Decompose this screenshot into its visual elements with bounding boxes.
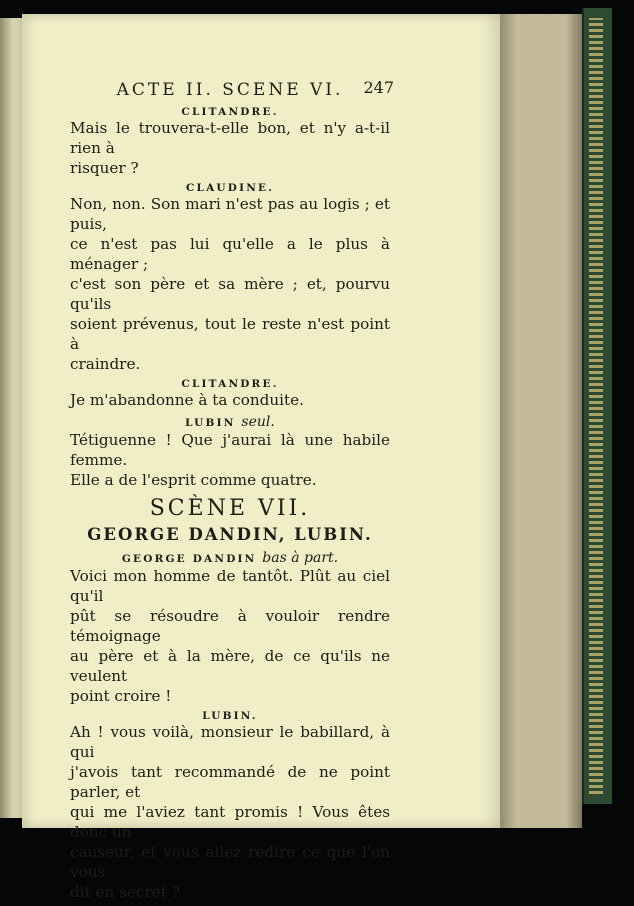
speech-line: Elle a de l'esprit comme quatre. — [70, 471, 317, 489]
speech-line: au père et à la mère, de ce qu'ils ne veulent — [70, 647, 390, 685]
previous-page-edge — [0, 18, 23, 818]
scene-title: SCÈNE VII. — [149, 496, 311, 521]
speech — [70, 414, 390, 490]
speech — [70, 106, 390, 178]
speaker-name: CLITANDRE. — [181, 106, 279, 118]
speaker-name: LUBIN. — [202, 710, 258, 722]
running-head — [70, 78, 394, 106]
speech-line: Mais le trouvera-t-elle bon, et n'y a-t-il rien à — [70, 119, 390, 157]
speech-line: Je m'abandonne à ta conduite. — [70, 391, 304, 409]
speech-line: j'avois tant recommandé de ne point parler, et — [70, 763, 390, 801]
speech-line: dit en secret ? — [70, 883, 180, 901]
book-cover-edge — [582, 8, 612, 804]
speech — [70, 378, 390, 410]
speech-line: ce n'est pas lui qu'elle a le plus à ménager ; — [70, 235, 390, 273]
speech — [70, 710, 390, 902]
page-number: 247 — [363, 78, 394, 97]
speaker-name: CLITANDRE. — [181, 378, 279, 390]
speech-line: Tétiguenne ! Que j'aurai là une habile femme. — [70, 431, 390, 469]
speaker-name: LUBIN — [185, 417, 236, 429]
speech-line: c'est son père et sa mère ; et, pourvu qu'ils — [70, 275, 390, 313]
speech-line: soient prévenus, tout le reste n'est point à — [70, 315, 390, 353]
speech-line: point croire ! — [70, 687, 172, 705]
speech-line: pût se résoudre à vouloir rendre témoignage — [70, 607, 390, 645]
running-head-title: ACTE II. SCENE VI. — [116, 80, 344, 100]
speaker-name: CLAUDINE. — [185, 182, 275, 194]
speech-line: Ah ! vous voilà, monsieur le babillard, à qui — [70, 723, 390, 761]
scene-characters: GEORGE DANDIN, LUBIN. — [87, 525, 373, 544]
stage-direction: bas à part. — [262, 550, 339, 566]
stage-direction: seul. — [241, 414, 275, 430]
speech-line: Voici mon homme de tantôt. Plût au ciel qu'il — [70, 567, 390, 605]
speaker-with-direction — [70, 550, 390, 566]
page-fore-edge — [500, 14, 582, 828]
speaker-with-direction — [70, 414, 390, 430]
speech-line: Non, non. Son mari n'est pas au logis ; et puis, — [70, 195, 390, 233]
speech — [70, 182, 390, 374]
speech-line: craindre. — [70, 355, 141, 373]
speech-line: causeur, et vous allez redire ce que l'on vous — [70, 843, 390, 881]
speech-line: qui me l'aviez tant promis ! Vous êtes donc un — [70, 803, 390, 841]
speech — [70, 550, 390, 706]
speech-line: risquer ? — [70, 159, 139, 177]
speaker-name: GEORGE DANDIN — [121, 553, 257, 565]
page-text — [70, 78, 394, 906]
